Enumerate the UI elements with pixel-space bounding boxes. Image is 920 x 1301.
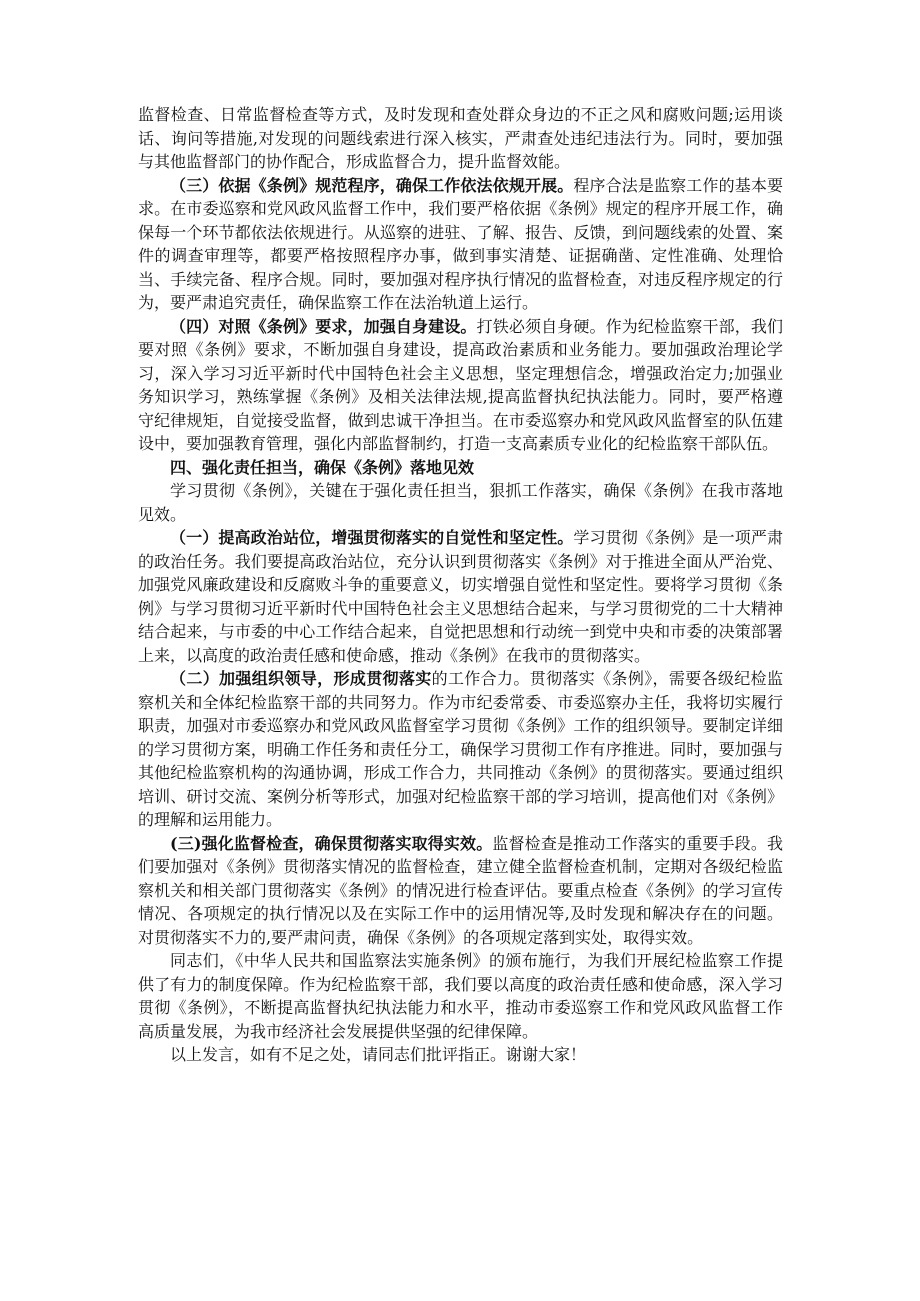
item-3-body: 程序合法是监察工作的基本要求。在市委巡察和党风政风监督工作中，我们要严格依据《条例》规定的程序开展工作，确保每一个环节都依法依规进行。从巡察的进驻、了解、报告、反馈，到问题线索的处置、案件的调查审理等，都要严格按照程序办事，做到事实清楚、证据确凿、定性准确、处理恰当、手续完备、程序合规。同时，要加强对程序执行情况的监督检查，对违反程序规定的行为，要严肃追究责任，确保监察工作在法治轨道上运行。 — [138, 175, 783, 312]
item-4-body: 打铁必须自身硬。作为纪检监察干部，我们要对照《条例》要求，不断加强自身建设，提高政治素质和业务能力。要加强政治理论学习，深入学习习近平新时代中国特色社会主义思想，坚定理想信念，增强政治定力;加强业务知识学习，熟练掌握《条例》及相关法律法规,提高监督执纪执法能力。同时，要严格遵守纪律规矩，自觉接受监督，做到忠诚干净担当。在市委巡察办和党风政风监督室的队伍建设中，要加强教育管理，强化内部监督制约，打造一支高素质专业化的纪检监察干部队伍。 — [138, 316, 783, 453]
section4-item-2-heading: （二）加强组织领导，形成贯彻落实 — [170, 669, 432, 688]
paragraph-section4-item-1 — [138, 526, 783, 667]
section4-item-3-heading: (三)强化监督检查，确保贯彻落实取得实效。 — [170, 833, 493, 853]
paragraph-item-4 — [138, 315, 783, 456]
paragraph-thanks: 以上发言，如有不足之处，请同志们批评指正。谢谢大家！ — [170, 1045, 587, 1064]
paragraph-item-3 — [138, 174, 783, 315]
paragraph-section4-item-2 — [138, 667, 783, 832]
section-4-intro: 学习贯彻《条例》，关键在于强化责任担当，狠抓工作落实，确保《条例》在我市落地见效。 — [138, 481, 783, 524]
item-4-heading: （四）对照《条例》要求，加强自身建设。 — [170, 316, 477, 336]
item-3-heading: （三）依据《条例》规范程序，确保工作依法依规开展。 — [170, 175, 574, 195]
paragraph-continued: 监督检查、日常监督检查等方式，及时发现和查处群众身边的不正之风和腐败问题;运用谈话、询问等措施,对发现的问题线索进行深入核实，严肃查处违纪违法行为。同时，要加强与其他监督部门的协作配合，形成监督合力，提升监督效能。 — [138, 105, 783, 171]
section4-item-1-heading: （一）提高政治站位，增强贯彻落实的自觉性和坚定性。 — [170, 528, 574, 547]
section4-item-3-body: 监督检查是推动工作落实的重要手段。我们要加强对《条例》贯彻落实情况的监督检查，建立健全监督检查机制，定期对各级纪检监察机关和相关部门贯彻落实《条例》的情况进行检查评估。要重点检查《条例》的学习宣传情况、各项规定的执行情况以及在实际工作中的运用情况等,及时发现和解决存在的问题。对贯彻落实不力的,要严肃问责，确保《条例》的各项规定落到实处，取得实效。 — [138, 833, 783, 947]
section4-item-1-body: 学习贯彻《条例》是一项严肃的政治任务。我们要提高政治站位，充分认识到贯彻落实《条例》对于推进全面从严治党、加强党风廉政建设和反腐败斗争的重要意义，切实增强自觉性和坚定性。要将学习贯彻《条例》与学习贯彻习近平新时代中国特色社会主义思想结合起来，与学习贯彻党的二十大精神结合起来，与市委的中心工作结合起来，自觉把思想和行动统一到党中央和市委的决策部署上来，以高度的政治责任感和使命感，推动《条例》在我市的贯彻落实。 — [138, 528, 783, 665]
paragraph-closing: 同志们，《中华人民共和国监察法实施条例》的颁布施行，为我们开展纪检监察工作提供了有力的制度保障。作为纪检监察干部，我们要以高度的政治责任感和使命感，深入学习贯彻《条例》，不断提高监督执纪执法能力和水平，推动市委巡察工作和党风政风监督工作高质量发展，为我市经济社会发展提供坚强的纪律保障。 — [138, 951, 783, 1041]
paragraph-section4-item-3 — [138, 832, 783, 950]
section-4-title: 四、强化责任担当，确保《条例》落地见效 — [170, 457, 475, 477]
section4-item-2-body: 的工作合力。贯彻落实《条例》，需要各级纪检监察机关和全体纪检监察干部的共同努力。作为市纪委常委、市委巡察办主任，我将切实履行职责，加强对市委巡察办和党风政风监督室学习贯彻《条例》工作的组织领导。要制定详细的学习贯彻方案，明确工作任务和责任分工，确保学习贯彻工作有序推进。同时，要加强与其他纪检监察机构的沟通协调，形成工作合力，共同推动《条例》的贯彻落实。要通过组织培训、研讨交流、案例分析等形式，加强对纪检监察干部的学习培训，提高他们对《条例》的理解和运用能力。 — [138, 669, 783, 829]
